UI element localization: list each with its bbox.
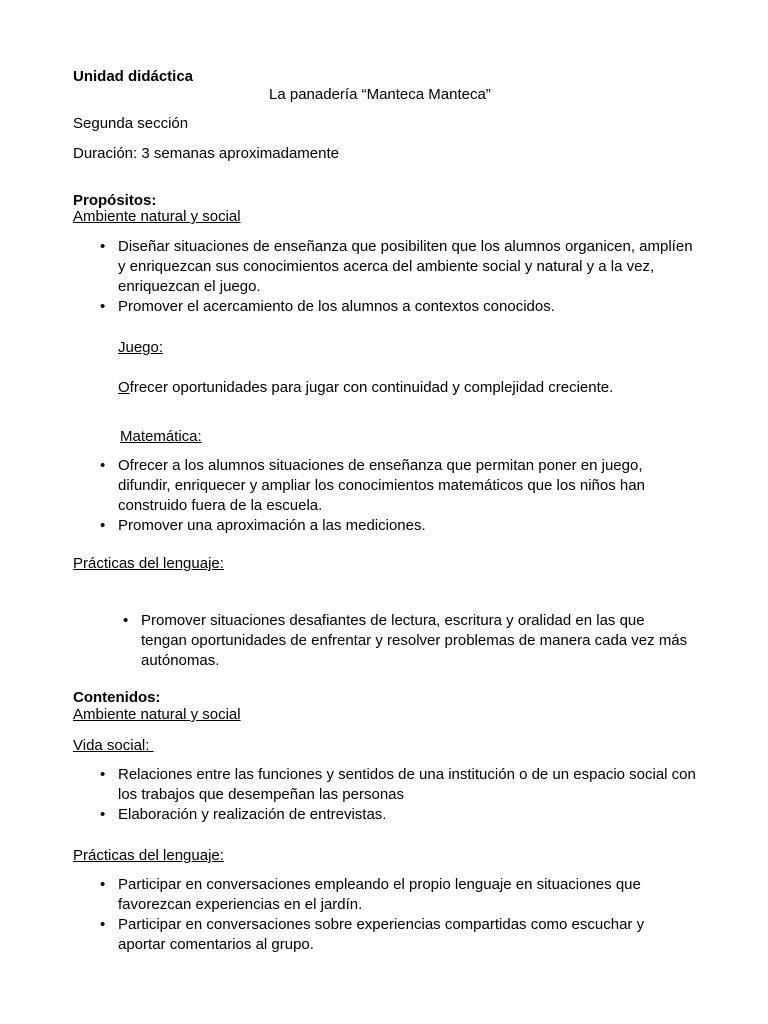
list-item-text: Promover una aproximación a las mediciones.: [118, 517, 426, 534]
juego-text-rest: frecer oportunidades para jugar con continuidad y complejidad creciente.: [129, 379, 614, 396]
list-item-text: Promover el acercamiento de los alumnos a contextos conocidos.: [118, 298, 555, 315]
list-item: [73, 875, 673, 915]
list-item: [73, 456, 698, 516]
matematica-list: [73, 456, 698, 536]
document-title: La panadería “Manteca Manteca”: [269, 86, 491, 103]
bullet: •: [100, 298, 106, 315]
contents-lenguaje-list: [73, 875, 673, 955]
purposes-lenguaje-list: [96, 611, 691, 671]
list-item-text: Participar en conversaciones sobre experiencias compartidas como escuchar y aportar comentarios al grupo.: [118, 916, 645, 953]
bullet: •: [100, 238, 106, 255]
list-item: [73, 915, 673, 955]
contents-heading: Contenidos:: [73, 689, 161, 706]
vida-social-heading: Vida social:: [73, 737, 154, 754]
list-item: [73, 516, 698, 536]
matematica-heading: Matemática:: [120, 428, 202, 445]
list-item: [73, 805, 698, 825]
list-item-text: Relaciones entre las funciones y sentidos de una institución o de un espacio social con los trabajos que desempeñan las personas: [118, 766, 696, 803]
bullet: •: [100, 806, 106, 823]
bullet: •: [123, 612, 129, 629]
unit-label: Unidad didáctica: [73, 68, 194, 85]
list-item-text: Ofrecer a los alumnos situaciones de enseñanza que permitan poner en juego, difundir, enriquecer y ampliar los conocimientos matemáticos que los niños han construido fuera de la escuela.: [118, 457, 645, 514]
juego-heading: Juego:: [118, 339, 164, 356]
bullet: •: [100, 876, 106, 893]
list-item-text: Participar en conversaciones empleando el propio lenguaje en situaciones que favorezcan experiencias en el jardín.: [118, 876, 641, 913]
bullet: •: [100, 766, 106, 783]
list-item-text: Diseñar situaciones de enseñanza que posibiliten que los alumnos organicen, amplíen y enriquezcan sus conocimientos acerca del ambiente social y natural y a la vez, enriquezcan el juego.: [118, 238, 693, 295]
purposes-heading: Propósitos:: [73, 192, 157, 209]
contents-ambiente-heading: Ambiente natural y social: [73, 706, 241, 723]
section-text: Segunda sección: [73, 115, 189, 132]
duration-text: Duración: 3 semanas aproximadamente: [73, 145, 339, 162]
bullet: •: [100, 457, 106, 474]
bullet: •: [100, 517, 106, 534]
list-item: [73, 297, 698, 317]
purposes-ambiente-heading: Ambiente natural y social: [73, 208, 241, 225]
contents-lenguaje-heading: Prácticas del lenguaje:: [73, 847, 224, 864]
juego-text: [118, 378, 613, 398]
list-item: [73, 765, 698, 805]
vida-social-list: [73, 765, 698, 825]
juego-first-letter: O: [118, 379, 130, 396]
list-item-text: Elaboración y realización de entrevistas.: [118, 806, 387, 823]
purposes-ambiente-list: [73, 237, 698, 317]
bullet: •: [100, 916, 106, 933]
purposes-lenguaje-heading: Prácticas del lenguaje:: [73, 555, 224, 572]
list-item: [73, 237, 698, 297]
list-item: [96, 611, 691, 671]
list-item-text: Promover situaciones desafiantes de lectura, escritura y oralidad en las que tengan oportunidades de enfrentar y resolver problemas de manera cada vez más autónomas.: [141, 612, 688, 669]
